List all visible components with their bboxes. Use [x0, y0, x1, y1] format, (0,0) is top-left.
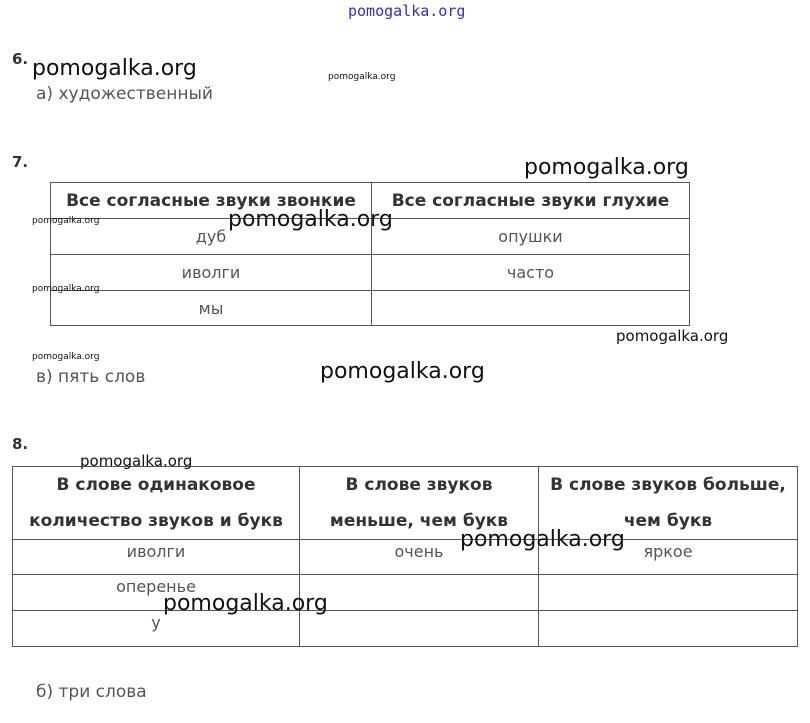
table-row	[51, 291, 690, 326]
header-line: меньше, чем букв	[329, 511, 509, 531]
table-row	[13, 575, 798, 611]
task-8-number: 8.	[12, 435, 29, 453]
table-cell: дуб	[51, 219, 372, 255]
task-7-number: 7.	[12, 153, 29, 171]
task-8-header-equal	[13, 467, 300, 540]
task-8-table	[12, 466, 798, 647]
table-row	[51, 255, 690, 291]
table-cell: яркое	[539, 540, 798, 575]
table-cell: иволги	[51, 255, 372, 291]
header-line: В слове звуков больше,	[550, 475, 786, 495]
header-line: количество звуков и букв	[29, 511, 283, 531]
task-7-header-voiceless: Все согласные звуки глухие	[372, 183, 690, 219]
task-8-answer: б) три слова	[36, 682, 147, 702]
watermark: pomogalka.org	[228, 207, 393, 232]
watermark: pomogalka.org	[80, 452, 193, 470]
watermark: pomogalka.org	[32, 352, 100, 362]
table-cell	[300, 611, 539, 647]
watermark: pomogalka.org	[524, 155, 689, 180]
watermark: pomogalka.org	[163, 591, 328, 616]
table-cell: очень	[300, 540, 539, 575]
table-cell	[539, 575, 798, 611]
table-cell: опушки	[372, 219, 690, 255]
watermark: pomogalka.org	[32, 56, 197, 81]
header-line: чем букв	[623, 511, 713, 531]
table-cell: оперенье	[13, 575, 300, 611]
site-header-link[interactable]: pomogalka.org	[348, 2, 466, 20]
table-cell: мы	[51, 291, 372, 326]
table-row	[13, 611, 798, 647]
task-6-number: 6.	[12, 50, 29, 68]
task-7-header-voiced: Все согласные звуки звонкие	[51, 183, 372, 219]
task-6-answer: а) художественный	[36, 84, 213, 104]
table-cell: у	[13, 611, 300, 647]
watermark: pomogalka.org	[320, 359, 485, 384]
watermark: pomogalka.org	[32, 216, 100, 226]
table-cell: иволги	[13, 540, 300, 575]
table-cell	[539, 611, 798, 647]
table-cell: часто	[372, 255, 690, 291]
header-line: В слове одинаковое	[56, 475, 256, 495]
header-line: В слове звуков	[345, 475, 493, 495]
task-7-table	[50, 182, 690, 326]
watermark: pomogalka.org	[32, 284, 100, 294]
table-cell	[300, 575, 539, 611]
watermark: pomogalka.org	[328, 72, 396, 82]
task-7-answer: в) пять слов	[36, 367, 146, 387]
watermark: pomogalka.org	[616, 327, 729, 345]
table-row	[13, 540, 798, 575]
table-cell	[372, 291, 690, 326]
watermark: pomogalka.org	[460, 527, 625, 552]
